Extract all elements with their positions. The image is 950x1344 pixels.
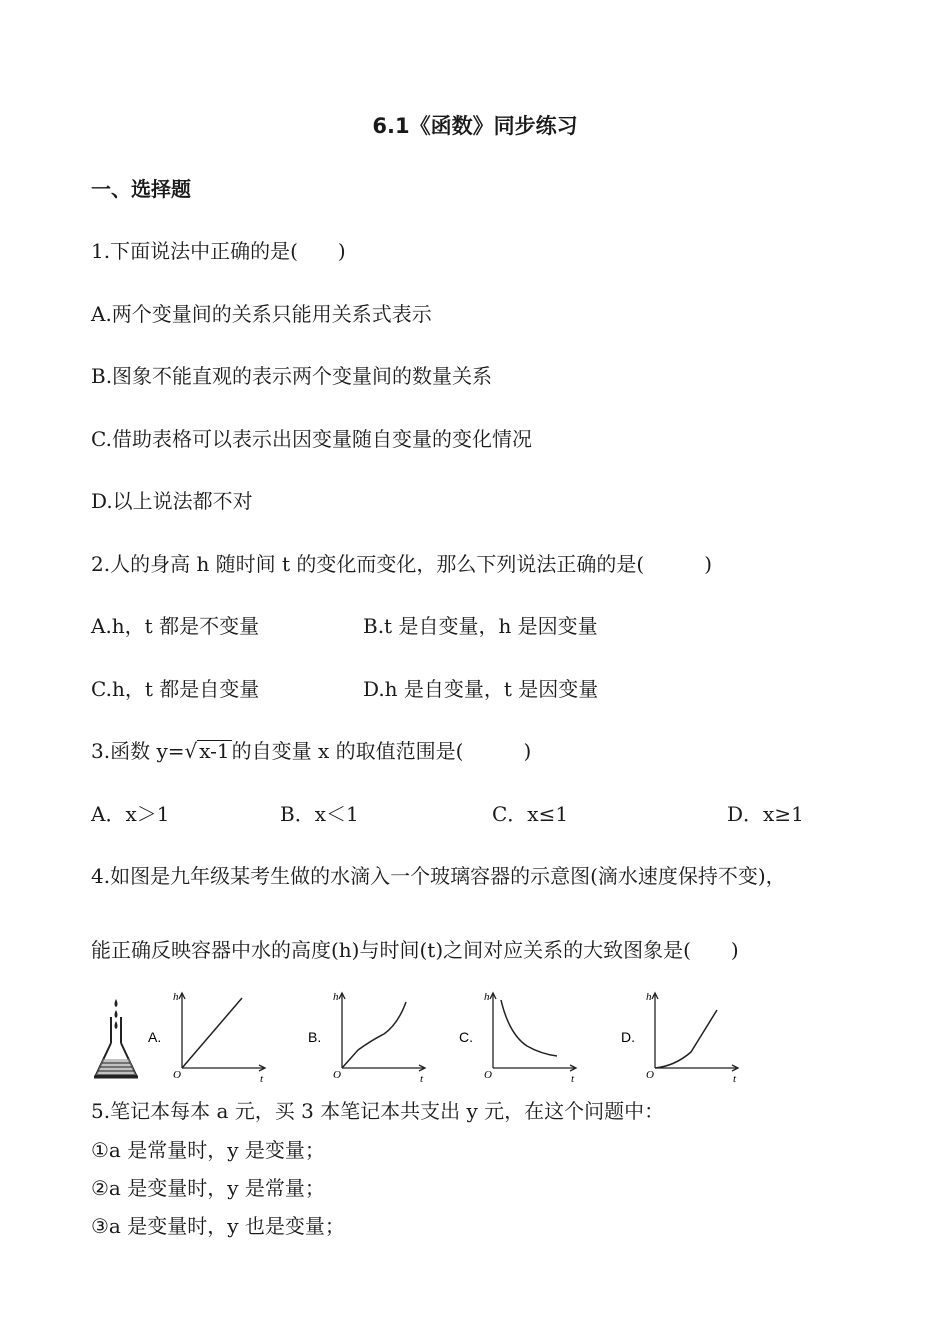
graph-c-curve	[501, 1000, 557, 1056]
flask-illustration	[92, 997, 142, 1085]
question-4-stem-line-2: 能正确反映容器中水的高度(h)与时间(t)之间对应关系的大致图象是( )	[91, 938, 739, 962]
question-2-option-a: A.h，t 都是不变量	[91, 614, 260, 638]
graph-a-h-label: h	[173, 991, 179, 1003]
graph-a	[146, 990, 266, 1084]
graph-b-h-label: h	[333, 991, 339, 1003]
question-2-option-d: D.h 是自变量，t 是因变量	[363, 677, 599, 701]
page-title: 6.1《函数》同步练习	[372, 114, 578, 138]
question-5-stem: 5.笔记本每本 a 元，买 3 本笔记本共支出 y 元，在这个问题中：	[91, 1099, 665, 1123]
question-4-stem-line-1: 4.如图是九年级某考生做的水滴入一个玻璃容器的示意图(滴水速度保持不变)，	[91, 864, 786, 888]
graph-d	[619, 990, 739, 1084]
graph-c-origin: O	[484, 1069, 492, 1081]
graph-b-origin: O	[333, 1069, 341, 1081]
question-3-stem-suffix: 的自变量 x 的取值范围是( )	[231, 739, 532, 763]
graph-a-curve	[182, 998, 242, 1068]
question-1-option-c: C.借助表格可以表示出因变量随自变量的变化情况	[91, 427, 532, 451]
graph-d-label: D.	[621, 1029, 635, 1045]
question-3-option-c: C．x≤1	[492, 802, 569, 826]
graph-b-label: B.	[308, 1029, 322, 1045]
section-heading: 一、选择题	[91, 177, 191, 201]
question-2-option-b: B.t 是自变量，h 是因变量	[363, 614, 598, 638]
graph-d-curve	[655, 1010, 717, 1068]
graph-c-t-label: t	[571, 1073, 575, 1085]
question-3-option-b: B．x＜1	[280, 802, 359, 826]
question-1-option-b: B.图象不能直观的表示两个变量间的数量关系	[91, 364, 493, 388]
question-3-option-d: D．x≥1	[727, 802, 804, 826]
graph-d-origin: O	[646, 1069, 654, 1081]
question-5-item-2: ②a 是变量时，y 是常量；	[91, 1176, 325, 1200]
graph-c-h-label: h	[484, 991, 490, 1003]
question-5-item-1: ①a 是常量时，y 是变量；	[91, 1138, 325, 1162]
question-1-stem: 1.下面说法中正确的是( )	[91, 239, 346, 263]
graph-d-t-label: t	[733, 1073, 737, 1085]
graph-b-curve	[342, 1002, 406, 1068]
graph-c	[457, 990, 577, 1084]
graph-b-t-label: t	[420, 1073, 424, 1085]
question-3-stem-prefix: 3.函数 y=	[91, 739, 185, 763]
graph-d-h-label: h	[646, 991, 652, 1003]
question-3-option-a: A．x＞1	[91, 802, 170, 826]
question-2-option-c: C.h，t 都是自变量	[91, 677, 260, 701]
question-1-option-d: D.以上说法都不对	[91, 489, 253, 513]
graph-a-origin: O	[173, 1069, 181, 1081]
graph-a-label: A.	[148, 1029, 162, 1045]
graph-b	[306, 990, 426, 1084]
graph-c-label: C.	[459, 1029, 473, 1045]
radicand: x-1	[199, 739, 230, 763]
question-3-stem	[91, 739, 531, 763]
radical-sign: √	[184, 739, 198, 763]
question-2-stem: 2.人的身高 h 随时间 t 的变化而变化，那么下列说法正确的是( )	[91, 552, 713, 576]
question-5-item-3: ③a 是变量时，y 也是变量；	[91, 1214, 345, 1238]
question-1-option-a: A.两个变量间的关系只能用关系式表示	[91, 302, 432, 326]
graph-a-t-label: t	[260, 1073, 264, 1085]
